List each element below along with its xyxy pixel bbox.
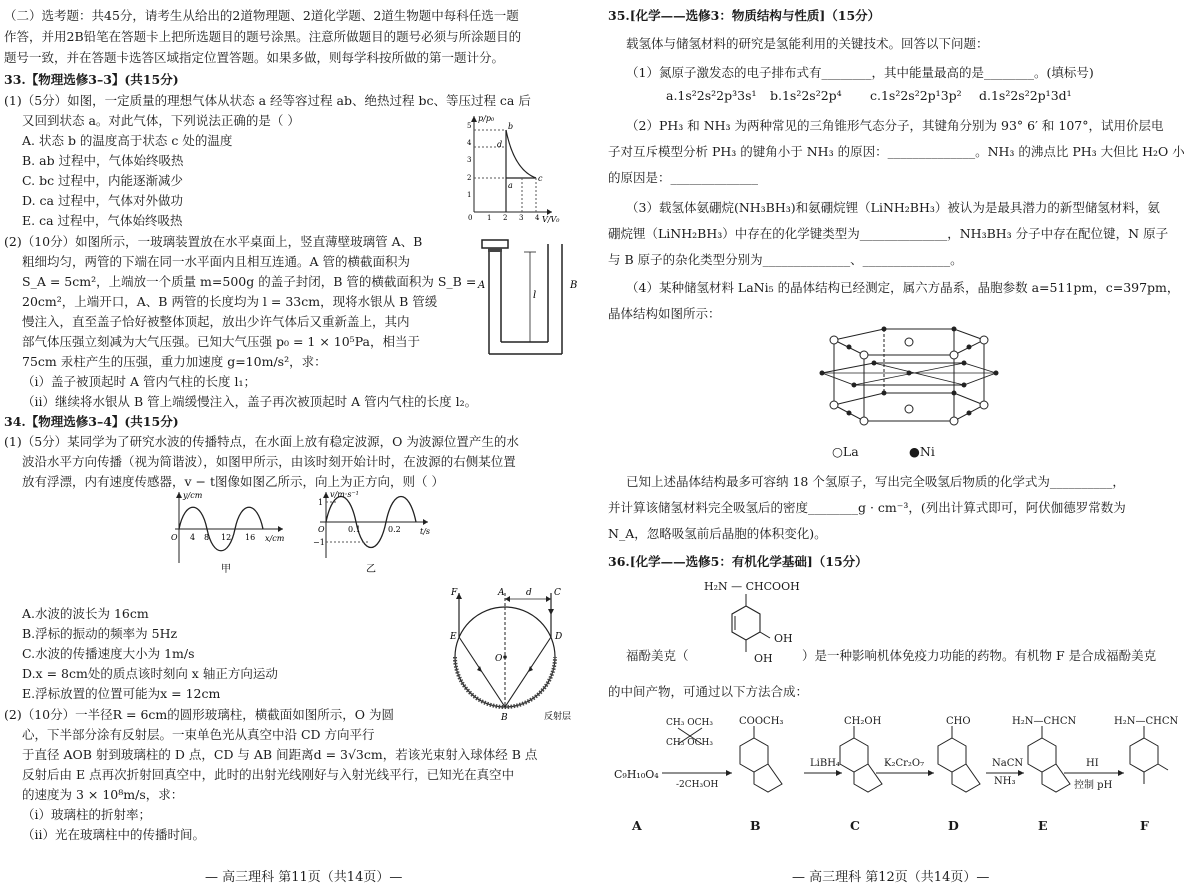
pv-ytick-5: 5: [467, 122, 472, 130]
pv-xtick-3: 3: [519, 214, 524, 222]
q33-option-a: A. 状态 b 的温度高于状态 c 处的温度: [22, 133, 233, 148]
q33-p2-line7: 75cm 汞柱产生的压强，重力加速度 g=10m/s²，求：: [22, 354, 327, 369]
yi-ylabel: v/m·s⁻¹: [330, 490, 359, 499]
q33-option-b: B. ab 过程中，气体始终吸热: [22, 153, 184, 168]
yi-tick-01: 0.1: [348, 525, 361, 534]
q35-title: 35.[化学——选修3：物质结构与性质]（15分）: [608, 8, 881, 23]
circle-label-d: D: [555, 632, 563, 642]
pv-xtick-2: 2: [503, 214, 508, 222]
group-e: H₂N—CHCN: [1012, 716, 1077, 727]
pv-xtick-1: 1: [487, 214, 492, 222]
yi-ytick-neg1: −1: [313, 538, 325, 547]
circle-label-d-dist: d: [526, 588, 532, 598]
tube-label-b: B: [570, 280, 578, 291]
circle-optics-diagram: [438, 585, 588, 730]
lani5-crystal-diagram: [804, 325, 1004, 437]
jia-tick-12: 12: [221, 533, 232, 542]
q35-s1-opt-c: c.1s²2s²2p¹3p²: [870, 88, 962, 103]
group-d: CHO: [946, 716, 971, 727]
q34-p2-line1: (2)（10分）一半径R = 6cm的圆形玻璃柱，横截面如图所示，O 为圆: [4, 707, 394, 722]
q34-p2-line3: 于直径 AOB 射到玻璃柱的 D 点，CD 与 AB 间距离d = 3√3cm，若该光束射入球体经 B 点: [22, 747, 538, 762]
q33-sub-ii: （ii）继续将水银从 B 管上端缓慢注入，盖子再次被顶起时 A 管内气柱的长度 l₂。: [22, 394, 478, 409]
label-f: F: [1140, 818, 1149, 833]
ring-c: [840, 726, 882, 792]
label-b: B: [750, 818, 761, 833]
circle-label-f: F: [451, 588, 458, 598]
q34-option-b: B.浮标的振动的频率为 5Hz: [22, 626, 178, 641]
q33-p2-line4: 20cm²，上端开口，A、B 两管的长度均为 l = 33cm，现将水银从 B 管缓: [22, 294, 438, 309]
tube-label-a: A: [478, 280, 486, 291]
q35-s4b-line3: N_A，忽略吸氢前后晶胞的体积变化)。: [608, 526, 827, 541]
q35-s3-line3: 与 B 原子的杂化类型分别为______________、______________。: [608, 252, 963, 267]
q34-p1-line3: 放有浮漂，内有速度传感器，v − t图像如图乙所示，向上为正方向，则（ ）: [22, 474, 444, 489]
q35-s2-line3: 的原因是：______________: [608, 170, 759, 185]
q33-p1-line1: (1)（5分）如图，一定质量的理想气体从状态 a 经等容过程 ab、绝热过程 bc、等压过程 ca 后: [4, 93, 531, 108]
svg-text:O: O: [171, 533, 178, 542]
pv-point-c: c: [538, 174, 543, 183]
synthesis-scheme: [604, 700, 1200, 810]
q33-p2-line3: S_A = 5cm²，上端放一个质量 m=500g 的盖子封闭，B 管的横截面积为 S_B =: [22, 274, 477, 289]
pv-graph: [460, 112, 560, 222]
q33-p2-line2: 粗细均匀，两管的下端在同一水平面内且相互连通。A 管的横截面积为: [22, 254, 411, 269]
q34-p2-line2: 心，下半部分涂有反射层。一束单色光从真空中沿 CD 方向平行: [22, 727, 375, 742]
jia-tick-16: 16: [245, 533, 256, 542]
q34-option-e: E.浮标放置的位置可能为x = 12cm: [22, 686, 221, 701]
q33-option-e: E. ca 过程中，气体始终吸热: [22, 213, 183, 228]
circle-label-e: E: [450, 632, 457, 642]
mol-oh-1: OH: [774, 632, 793, 645]
jia-xlabel: x/cm: [265, 534, 285, 543]
circle-label-reflect: 反射层: [544, 712, 572, 722]
q34-p2-line4: 反射后由 E 点再次折射回真空中，此时的出射光线刚好与入射光线平行，已知光在真空中: [22, 767, 515, 782]
jia-tick-8: 8: [204, 533, 210, 542]
scheme-reagent-b: CH₃ OCH₃: [666, 738, 713, 748]
reagent-libh4: LiBH₄: [810, 758, 840, 769]
q35-s4b-line2: 并计算该储氢材料完全吸氢后的密度________g · cm⁻³，(列出计算式即可，阿伏伽德罗常数为: [608, 500, 1126, 515]
q34-title: 34.【物理选修3–4】(共15分): [4, 414, 179, 429]
wave-graph-jia: [165, 488, 285, 573]
q33-p2-line6: 部气体压强立刻减为大气压强。已知大气压强 p₀ = 1 × 10⁵Pa，相当于: [22, 334, 420, 349]
scheme-start: C₉H₁₀O₄: [614, 768, 659, 781]
q35-s1-opt-d: d.1s²2s²2p¹3d¹: [979, 88, 1072, 103]
ring-f: [1130, 726, 1168, 784]
circle-label-b: B: [501, 713, 508, 723]
q35-s3-line1: （3）载氢体氨硼烷(NH₃BH₃)和氨硼烷锂（LiNH₂BH₃）被认为是最具潜力的新型储氢材料，氨: [626, 200, 1160, 215]
circle-label-c: C: [554, 588, 561, 598]
q36-line2: 的中间产物，可通过以下方法合成：: [608, 684, 809, 699]
q35-s3-line2: 硼烷锂（LiNH₂BH₃）中存在的化学键类型为______________，NH₃BH₃ 分子中存在配位键，N 原子: [608, 226, 1169, 241]
u-tube-diagram: [478, 236, 588, 361]
q35-s4b-line1: 已知上述晶体结构最多可容纳 18 个氢原子，写出完全吸氢后物质的化学式为__________，: [626, 474, 1125, 489]
circle-label-a: A: [498, 588, 505, 598]
jia-ylabel: y/cm: [183, 491, 203, 500]
ring-d: [938, 726, 980, 792]
q35-s4-line2: 晶体结构如图所示：: [608, 306, 721, 321]
q33-p2-line1: (2)（10分）如图所示，一玻璃装置放在水平桌面上，竖直薄壁玻璃管 A、B: [4, 234, 423, 249]
q33-p2-line5: 慢注入，直至盖子恰好被整体顶起，放出少许气体后又重新盖上，其内: [22, 314, 410, 329]
pv-xtick-4: 4: [535, 214, 540, 222]
intro-line-1: （二）选考题：共45分，请考生从给出的2道物理题、2道化学题、2道生物题中每科任选一题: [4, 8, 519, 23]
label-e: E: [1038, 818, 1048, 833]
label-d: D: [948, 818, 959, 833]
pv-point-b: b: [508, 122, 514, 131]
pv-ytick-1: 1: [467, 191, 472, 199]
q33-sub-i: （i）盖子被顶起时 A 管内气柱的长度 l₁；: [22, 374, 256, 389]
q35-s1-opt-b: b.1s²2s²2p⁴: [770, 88, 842, 103]
legend-la: ○La: [832, 444, 859, 459]
q36-line1b: ）是一种影响机体免疫力功能的药物。有机物 F 是合成福酚美克: [802, 648, 1157, 663]
yi-caption: 乙: [366, 564, 376, 575]
q36-line1a: 福酚美克（: [626, 648, 689, 663]
group-c: CH₂OH: [844, 716, 882, 727]
q34-option-a: A.水波的波长为 16cm: [22, 606, 149, 621]
label-a: A: [632, 818, 642, 833]
right-page: [604, 0, 1200, 892]
yi-ytick-1: 1: [318, 498, 324, 507]
jia-caption: 甲: [221, 564, 231, 575]
q34-p1-line1: (1)（5分）某同学为了研究水波的传播特点，在水面上放有稳定波源，O 为波源位置产生的水: [4, 434, 519, 449]
reagent-nh3: NH₃: [994, 776, 1016, 787]
right-footer: — 高三理科 第12页（共14页）—: [792, 870, 990, 885]
q33-title: 33.【物理选修3–3】(共15分): [4, 72, 179, 87]
legend-ni: ●Ni: [909, 444, 935, 459]
tube-label-l: l: [533, 290, 537, 301]
mol-top-group: H₂N — CHCOOH: [704, 580, 800, 593]
jia-tick-4: 4: [190, 533, 196, 542]
pv-xtick-0: 0: [468, 214, 473, 222]
q34-sub-ii: （ii）光在玻璃柱中的传播时间。: [22, 827, 205, 842]
reagent-k2cr2o7: K₂Cr₂O₇: [884, 758, 925, 769]
q35-s1-opt-a: a.1s²2s²2p³3s¹: [666, 88, 757, 103]
q34-option-c: C.水波的传播速度大小为 1m/s: [22, 646, 195, 661]
label-c: C: [850, 818, 860, 833]
yi-xlabel: t/s: [420, 527, 431, 536]
q34-sub-i: （i）玻璃柱的折射率；: [22, 807, 151, 822]
group-b: COOCH₃: [739, 716, 784, 727]
q35-s2-line2: 子对互斥模型分析 PH₃ 的键角小于 NH₃ 的原因：______________。NH₃ 的沸点比 PH₃ 大但比 H₂O 小: [608, 144, 1185, 159]
reagent-ph: 控制 pH: [1074, 780, 1113, 791]
q33-option-c: C. bc 过程中，内能逐渐减少: [22, 173, 184, 188]
q35-s1: （1）氮原子激发态的电子排布式有________，其中能量最高的是________。(填标号): [626, 65, 1094, 80]
left-footer: — 高三理科 第11页（共14页）—: [205, 870, 403, 885]
intro-line-2: 作答，并用2B铅笔在答题卡上把所选题目的题号涂黑。注意所做题目的题号必须与所涂题目的: [4, 29, 522, 44]
reagent-nacn: NaCN: [992, 758, 1024, 769]
q34-p1-line2: 波沿水平方向传播（视为简谐波），如图甲所示，由该时刻开始计时，在波源的右侧某位置: [22, 454, 516, 469]
q35-s2-line1: （2）PH₃ 和 NH₃ 为两种常见的三角锥形气态分子，其键角分别为 93° 6′ 和 107°，试用价层电: [626, 118, 1164, 133]
pv-ylabel: p/p₀: [478, 114, 495, 123]
q36-title: 36.[化学——选修5：有机化学基础]（15分）: [608, 554, 868, 569]
intro-line-3: 题号一致，并在答题卡选答区域指定位置答题。如果多做，则每学科按所做的第一题计分。: [4, 50, 505, 65]
mol-oh-2: OH: [754, 652, 773, 665]
reagent-hi: HI: [1086, 758, 1099, 769]
pv-point-a: a: [508, 181, 513, 190]
pv-ytick-2: 2: [467, 174, 472, 182]
ring-b: [740, 726, 782, 792]
pv-ytick-3: 3: [467, 156, 472, 164]
q35-intro: 载氢体与储氢材料的研究是氢能利用的关键技术。回答以下问题：: [626, 36, 989, 51]
ring-e: [1028, 726, 1070, 792]
yi-tick-02: 0.2: [388, 525, 401, 534]
scheme-reagent-a: CH₃ OCH₃: [666, 718, 713, 728]
q34-option-d: D.x = 8cm处的质点该时刻向 x 轴正方向运动: [22, 666, 278, 681]
pv-ytick-4: 4: [467, 139, 472, 147]
pv-point-d: d: [497, 140, 503, 149]
q33-p1-line2: 又回到状态 a。对此气体，下列说法正确的是（ ）: [22, 113, 300, 128]
q35-s4-line1: （4）某种储氢材料 LaNi₅ 的晶体结构已经测定，属六方晶系，晶胞参数 a=511pm，c=397pm，: [626, 280, 1180, 295]
group-f: H₂N—CHCN: [1114, 716, 1179, 727]
svg-text:O: O: [318, 525, 325, 534]
vt-graph-yi: [310, 488, 430, 573]
circle-label-o: O: [495, 654, 503, 664]
q34-p2-line5: 的速度为 3 × 10⁸m/s，求：: [22, 787, 184, 802]
pv-xlabel: V/V₀: [542, 215, 560, 224]
scheme-reagent-sub: -2CH₃OH: [676, 780, 719, 790]
q33-option-d: D. ca 过程中，气体对外做功: [22, 193, 183, 208]
